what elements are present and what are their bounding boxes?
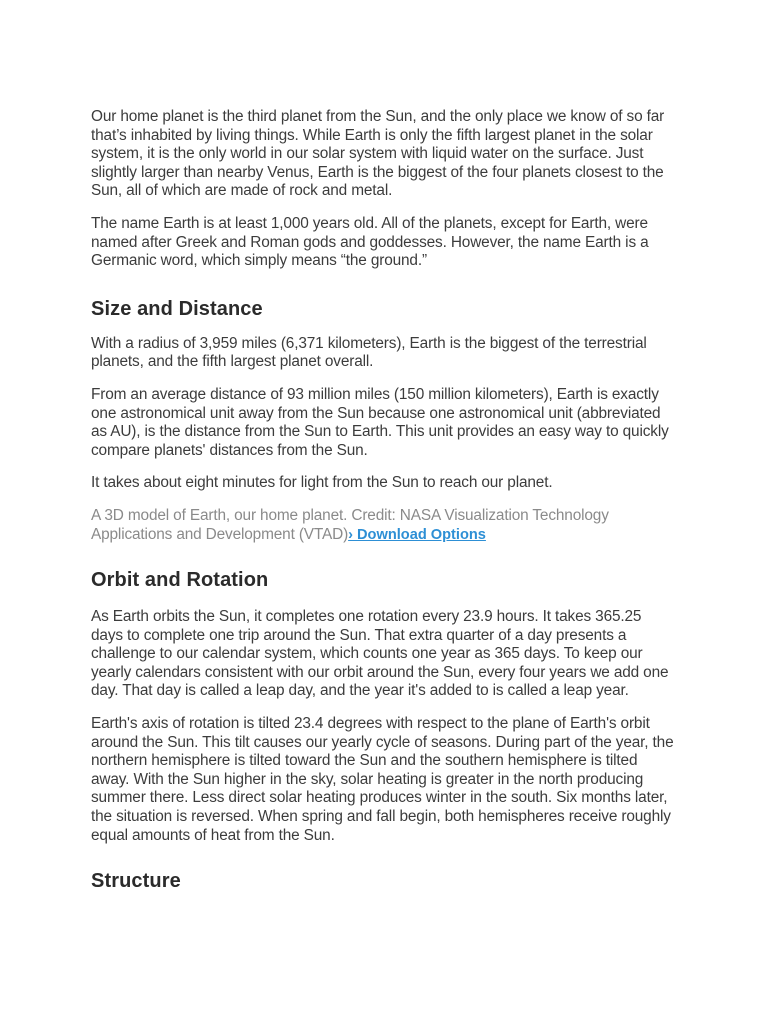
section-heading-size-distance: Size and Distance — [91, 297, 263, 320]
download-options-link[interactable]: › Download Options — [348, 526, 486, 543]
image-caption — [91, 507, 676, 544]
size-paragraph-3: It takes about eight minutes for light from the Sun to reach our planet. — [91, 474, 553, 492]
size-paragraph-1: With a radius of 3,959 miles (6,371 kilometers), Earth is the biggest of the terrestrial planets, and the fifth largest planet overall. — [91, 334, 647, 371]
orbit-paragraph-2: Earth's axis of rotation is tilted 23.4 degrees with respect to the plane of Earth's orbit around the Sun. This tilt causes our yearly cycle of seasons. During part of the year, the northern hemisphere is tilted toward the Sun and the southern hemisphere is tilted away. With the Sun higher in the sky, solar heating is greater in the north producing summer there. Less direct solar heating produces winter in the south. Six months later, the situation is reversed. When spring and fall begin, both hemispheres receive roughly equal amounts of heat from the Sun. — [91, 715, 674, 844]
orbit-paragraph-1: As Earth orbits the Sun, it completes one rotation every 23.9 hours. It takes 365.25 days to complete one trip around the Sun. That extra quarter of a day presents a challenge to our calendar system, which counts one year as 365 days. To keep our yearly calendars consistent with our orbit around the Sun, every four years we add one day. That day is called a leap day, and the year it's added to is called a leap year. — [91, 608, 669, 700]
size-paragraph-2: From an average distance of 93 million miles (150 million kilometers), Earth is exactly one astronomical unit away from the Sun because one astronomical unit (abbreviated as AU), is the distance from the Sun to Earth. This unit provides an easy way to quickly compare planets' distances from the Sun. — [91, 385, 669, 459]
section-heading-structure: Structure — [91, 870, 181, 893]
intro-paragraph-2: The name Earth is at least 1,000 years old. All of the planets, except for Earth, were named after Greek and Roman gods and goddesses. However, the name Earth is a Germanic word, which simply means “the ground.” — [91, 214, 649, 270]
intro-paragraph-1: Our home planet is the third planet from the Sun, and the only place we know of so far that’s inhabited by living things. While Earth is only the fifth largest planet in the solar system, it is the only world in our solar system with liquid water on the surface. Just slightly larger than nearby Venus, Earth is the biggest of the four planets closest to the Sun, all of which are made of rock and metal. — [91, 108, 665, 200]
caption-text: A 3D model of Earth, our home planet. Credit: NASA Visualization Technology Applications and Development (VTAD) — [91, 506, 609, 543]
section-heading-orbit-rotation: Orbit and Rotation — [91, 569, 269, 592]
